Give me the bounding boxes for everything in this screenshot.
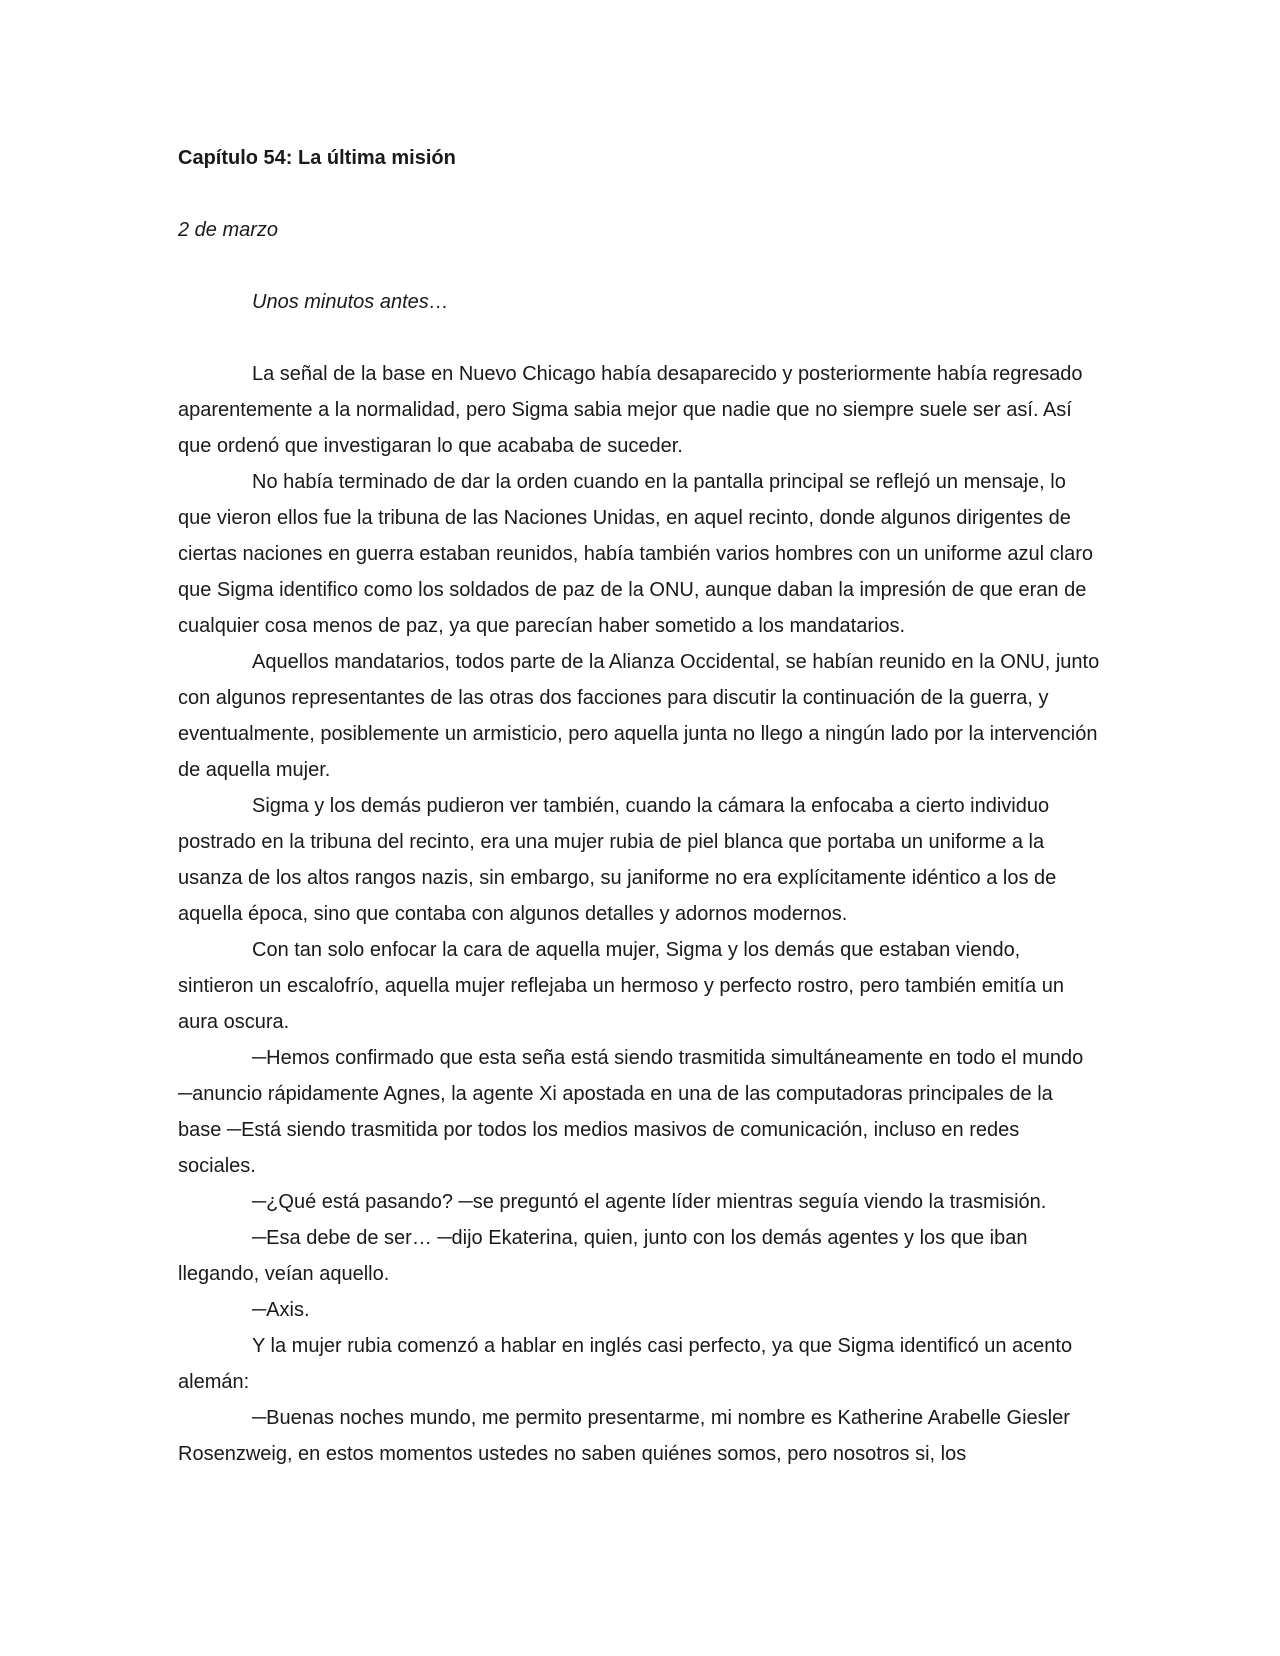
paragraph: Con tan solo enfocar la cara de aquella mujer, Sigma y los demás que estaban viendo, sintieron un escalofrío, aquella mujer reflejaba un hermoso y perfecto rostro, pero también emitía un aura oscura. <box>178 939 1065 1033</box>
body-text <box>178 356 1100 1472</box>
chapter-subtitle: Unos minutos antes… <box>252 291 449 313</box>
chapter-date: 2 de marzo <box>178 219 279 241</box>
paragraph: ─Axis. <box>252 1299 310 1321</box>
paragraph: No había terminado de dar la orden cuando en la pantalla principal se reflejó un mensaje, lo que vieron ellos fue la tribuna de las Naciones Unidas, en aquel recinto, donde algunos dirigentes de ciertas naciones en guerra estaban reunidos, había también varios hombres con un uniforme azul claro que Sigma identifico como los soldados de paz de la ONU, aunque daban la impresión de que eran de cualquier cosa menos de paz, ya que parecían haber sometido a los mandatarios. <box>178 471 1093 637</box>
paragraph: ─¿Qué está pasando? ─se preguntó el agente líder mientras seguía viendo la trasmisión. <box>252 1191 1047 1213</box>
chapter-title: Capítulo 54: La última misión <box>178 147 456 169</box>
paragraph: ─Esa debe de ser… ─dijo Ekaterina, quien, junto con los demás agentes y los que iban llegando, veían aquello. <box>178 1227 1028 1285</box>
paragraph: Sigma y los demás pudieron ver también, cuando la cámara la enfocaba a cierto individuo postrado en la tribuna del recinto, era una mujer rubia de piel blanca que portaba un uniforme a la usanza de los altos rangos nazis, sin embargo, su janiforme no era explícitamente idéntico a los de aquella época, sino que contaba con algunos detalles y adornos modernos. <box>178 795 1057 925</box>
document-content <box>178 140 1100 1472</box>
paragraph: La señal de la base en Nuevo Chicago había desaparecido y posteriormente había regresado aparentemente a la normalidad, pero Sigma sabia mejor que nadie que no siempre suele ser así. Así que ordenó que investigaran lo que acababa de suceder. <box>178 363 1083 457</box>
paragraph: ─Buenas noches mundo, me permito presentarme, mi nombre es Katherine Arabelle Giesler Rosenzweig, en estos momentos ustedes no saben quiénes somos, pero nosotros si, los <box>178 1407 1070 1465</box>
paragraph: Y la mujer rubia comenzó a hablar en inglés casi perfecto, ya que Sigma identificó un acento alemán: <box>178 1335 1073 1393</box>
paragraph: Aquellos mandatarios, todos parte de la Alianza Occidental, se habían reunido en la ONU, junto con algunos representantes de las otras dos facciones para discutir la continuación de la guerra, y eventualmente, posiblemente un armisticio, pero aquella junta no llego a ningún lado por la intervención de aquella mujer. <box>178 651 1100 781</box>
paragraph: ─Hemos confirmado que esta seña está siendo trasmitida simultáneamente en todo el mundo ─anuncio rápidamente Agnes, la agente Xi apostada en una de las computadoras principales de la base ─Está siendo trasmitida por todos los medios masivos de comunicación, incluso en redes sociales. <box>178 1047 1084 1177</box>
